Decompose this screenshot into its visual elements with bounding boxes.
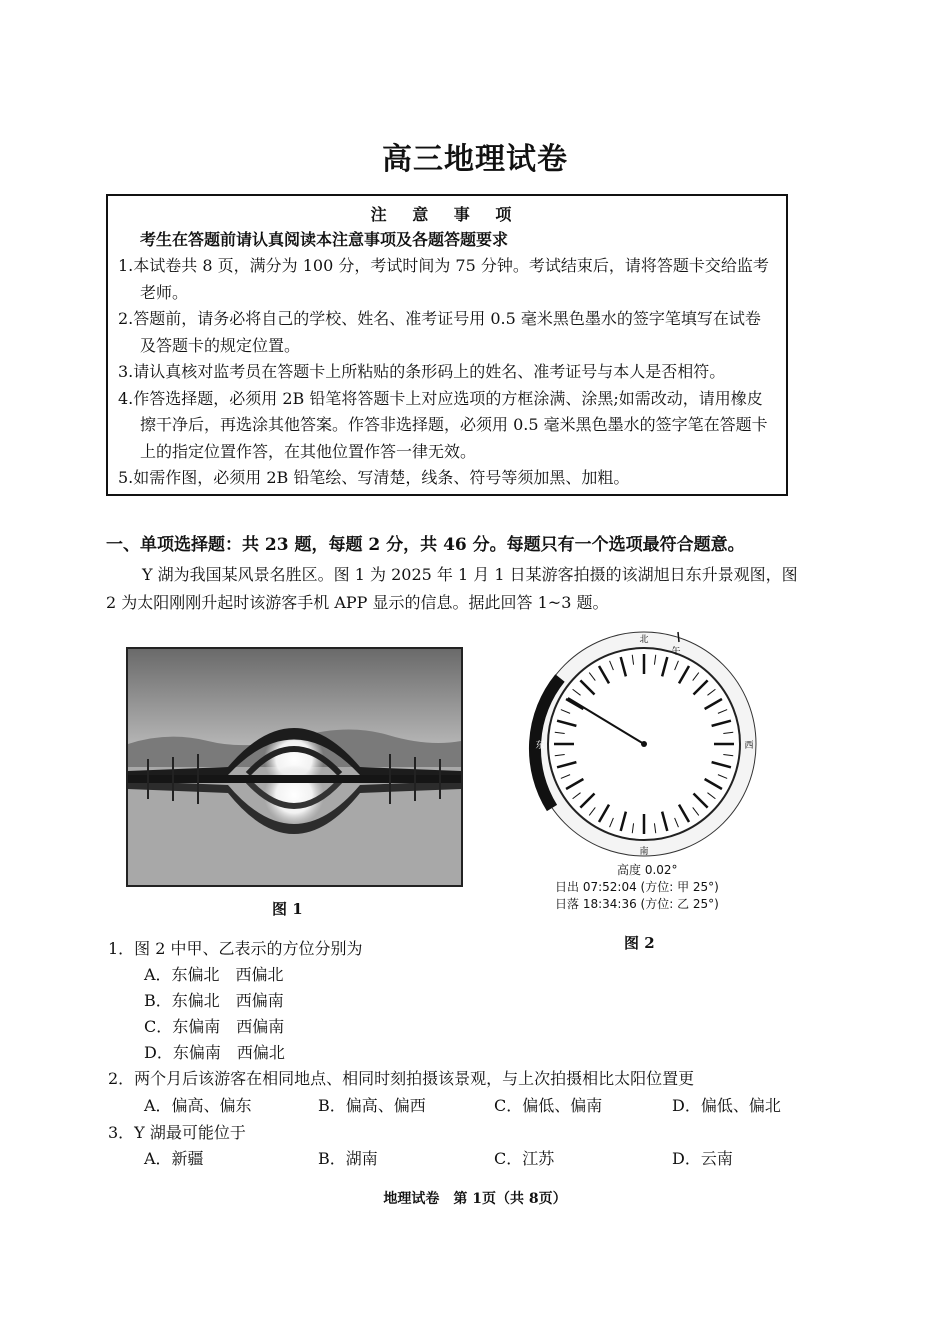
figure-2-dial xyxy=(528,628,760,860)
notice-title: 注 意 事 项 xyxy=(370,205,522,224)
question-3-option-c: C．江苏 xyxy=(494,1149,555,1168)
question-3-option-d: D．云南 xyxy=(672,1149,733,1168)
question-3-option-a: A．新疆 xyxy=(144,1149,204,1168)
dial-label-south: 南 xyxy=(639,847,649,857)
notice-item: 5.如需作图，必须用 2B 铅笔绘、写清楚，线条、符号等须加黑、加粗。 xyxy=(118,468,630,487)
dial-label-west: 西 xyxy=(744,741,754,751)
sunset-readout: 日落 18:34:36 (方位: 乙 25°) xyxy=(555,897,719,911)
page-footer: 地理试卷 第 1页（共 8页） xyxy=(383,1191,567,1207)
notice-box xyxy=(106,194,788,496)
question-1-option-c: C．东偏南 西偏南 xyxy=(144,1017,285,1036)
notice-item: 1.本试卷共 8 页，满分为 100 分，考试时间为 75 分钟。考试结束后，请将答题卡交给监考老师。 xyxy=(118,256,769,302)
question-intro: Y 湖为我国某风景名胜区。图 1 为 2025 年 1 月 1 日某游客拍摄的该湖旭日东升景观图，图 2 为太阳刚刚升起时该游客手机 APP 显示的信息。据此回答 1~3 题。 xyxy=(106,565,798,612)
sunrise-readout: 日出 07:52:04 (方位: 甲 25°) xyxy=(555,880,719,894)
sun-compass-dial xyxy=(528,628,760,860)
question-2-option-b: B．偏高、偏西 xyxy=(318,1096,426,1115)
section-title: 一、单项选择题：共 23 题，每题 2 分，共 46 分。每题只有一个选项最符合题意。 xyxy=(106,535,745,555)
question-1-option-d: D．东偏南 西偏北 xyxy=(144,1043,285,1062)
dial-label-east: 东 xyxy=(535,741,545,751)
question-3-stem: 3．Y 湖最可能位于 xyxy=(108,1123,246,1142)
notice-item: 3.请认真核对监考员在答题卡上所粘贴的条形码上的姓名、准考证号与本人是否相符。 xyxy=(118,362,726,381)
question-2-stem: 2．两个月后该游客在相同地点、相同时刻拍摄该景观，与上次拍摄相比太阳位置更 xyxy=(108,1069,695,1088)
question-1-stem: 1．图 2 中甲、乙表示的方位分别为 xyxy=(108,939,363,958)
question-2-option-d: D．偏低、偏北 xyxy=(672,1096,781,1115)
page-title: 高三地理试卷 xyxy=(382,142,568,177)
figure-1-photo xyxy=(126,647,463,887)
question-2-option-c: C．偏低、偏南 xyxy=(494,1096,603,1115)
question-1-option-b: B．东偏北 西偏南 xyxy=(144,991,284,1010)
altitude-readout: 高度 0.02° xyxy=(617,863,678,877)
figure-1-caption: 图 1 xyxy=(272,900,303,918)
question-2-option-a: A．偏高、偏东 xyxy=(144,1096,252,1115)
sun-info-panel xyxy=(555,862,719,913)
notice-item: 4.作答选择题，必须用 2B 铅笔将答题卡上对应选项的方框涂满、涂黑;如需改动，请用橡皮擦干净后，再选涂其他答案。作答非选择题，必须用 0.5 毫米黑色墨水的签字笔在答题卡上的指定位置作答，在其他位置作答一律无效。 xyxy=(118,388,768,461)
dial-label-noon: 午 xyxy=(671,647,681,657)
question-3-option-b: B．湖南 xyxy=(318,1149,378,1168)
notice-item: 2.答题前，请务必将自己的学校、姓名、准考证号用 0.5 毫米黑色墨水的签字笔填写在试卷及答题卡的规定位置。 xyxy=(118,309,761,355)
bridge-sunrise-image xyxy=(128,649,461,885)
dial-label-north: 北 xyxy=(639,635,649,645)
figure-2-caption: 图 2 xyxy=(624,934,655,952)
question-1-option-a: A．东偏北 西偏北 xyxy=(144,965,284,984)
notice-subtitle: 考生在答题前请认真阅读本注意事项及各题答题要求 xyxy=(140,230,509,249)
